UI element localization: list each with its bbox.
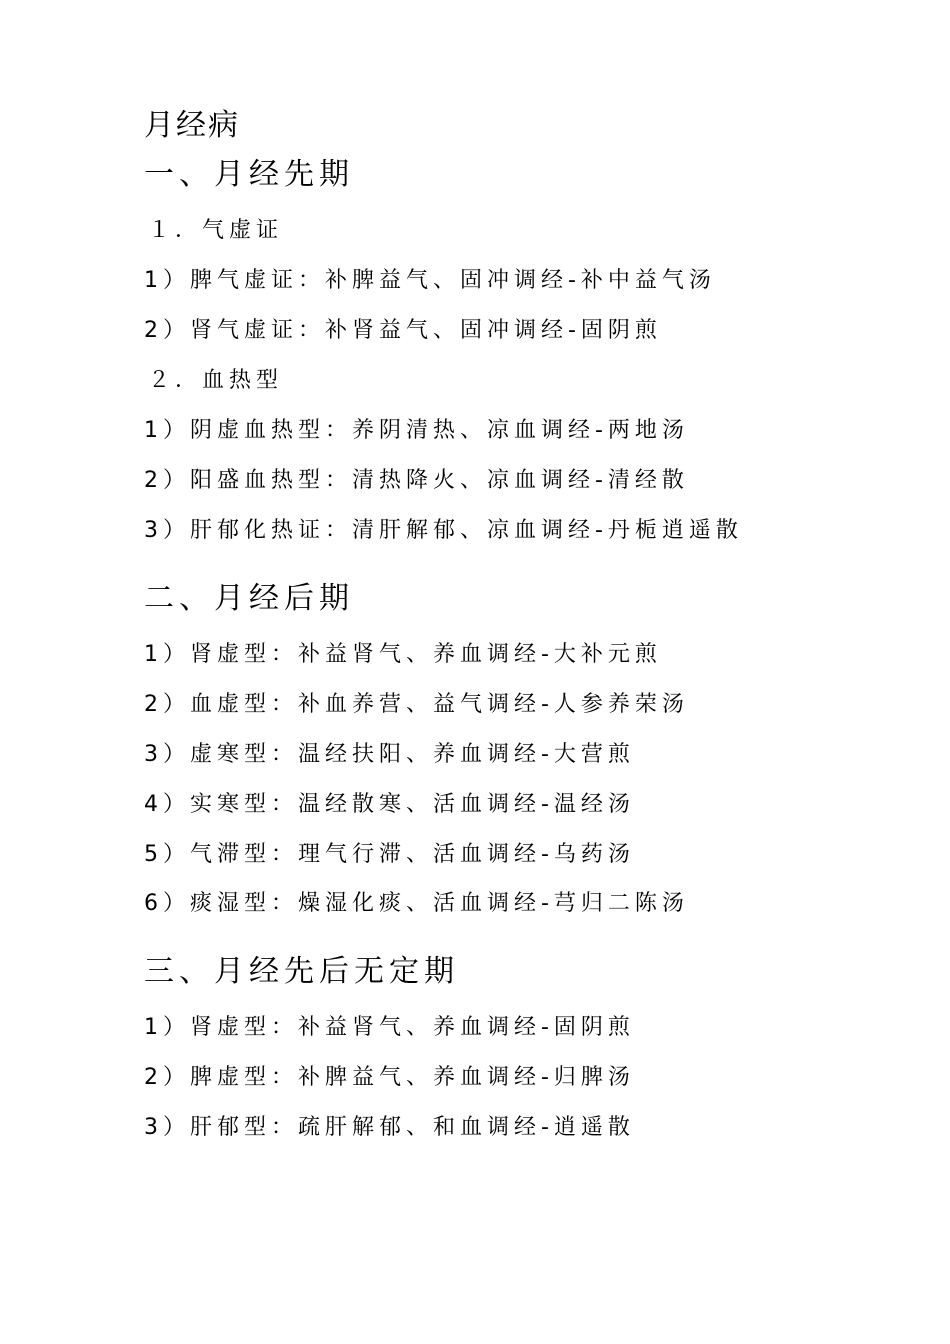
list-item: 1）脾气虚证：补脾益气、固冲调经-补中益气汤 [144,268,716,293]
list-item: 1）肾虚型：补益肾气、养血调经-固阴煎 [144,1015,635,1040]
subheading-qi-xu: １．气虚证 [148,218,284,243]
document-title: 月经病 [144,108,240,143]
section-heading-3: 三、月经先后无定期 [144,954,459,989]
list-item: 2）脾虚型：补脾益气、养血调经-归脾汤 [144,1065,635,1090]
section-heading-1: 一、月经先期 [144,157,354,192]
section-heading-2: 二、月经后期 [144,581,354,616]
subheading-xue-re: ２．血热型 [148,368,284,393]
list-item: 3）肝郁化热证：清肝解郁、凉血调经-丹栀逍遥散 [144,518,743,543]
list-item: 4）实寒型：温经散寒、活血调经-温经汤 [144,792,635,817]
list-item: 1）肾虚型：补益肾气、养血调经-大补元煎 [144,642,662,667]
list-item: 3）虚寒型：温经扶阳、养血调经-大营煎 [144,742,635,767]
list-item: 6）痰湿型：燥湿化痰、活血调经-芎归二陈汤 [144,891,689,916]
list-item: 2）阳盛血热型：清热降火、凉血调经-清经散 [144,468,689,493]
list-item: 3）肝郁型：疏肝解郁、和血调经-逍遥散 [144,1115,635,1140]
list-item: 2）肾气虚证：补肾益气、固冲调经-固阴煎 [144,318,662,343]
list-item: 1）阴虚血热型：养阴清热、凉血调经-两地汤 [144,418,689,443]
list-item: 2）血虚型：补血养营、益气调经-人参养荣汤 [144,692,689,717]
list-item: 5）气滞型：理气行滞、活血调经-乌药汤 [144,842,635,867]
